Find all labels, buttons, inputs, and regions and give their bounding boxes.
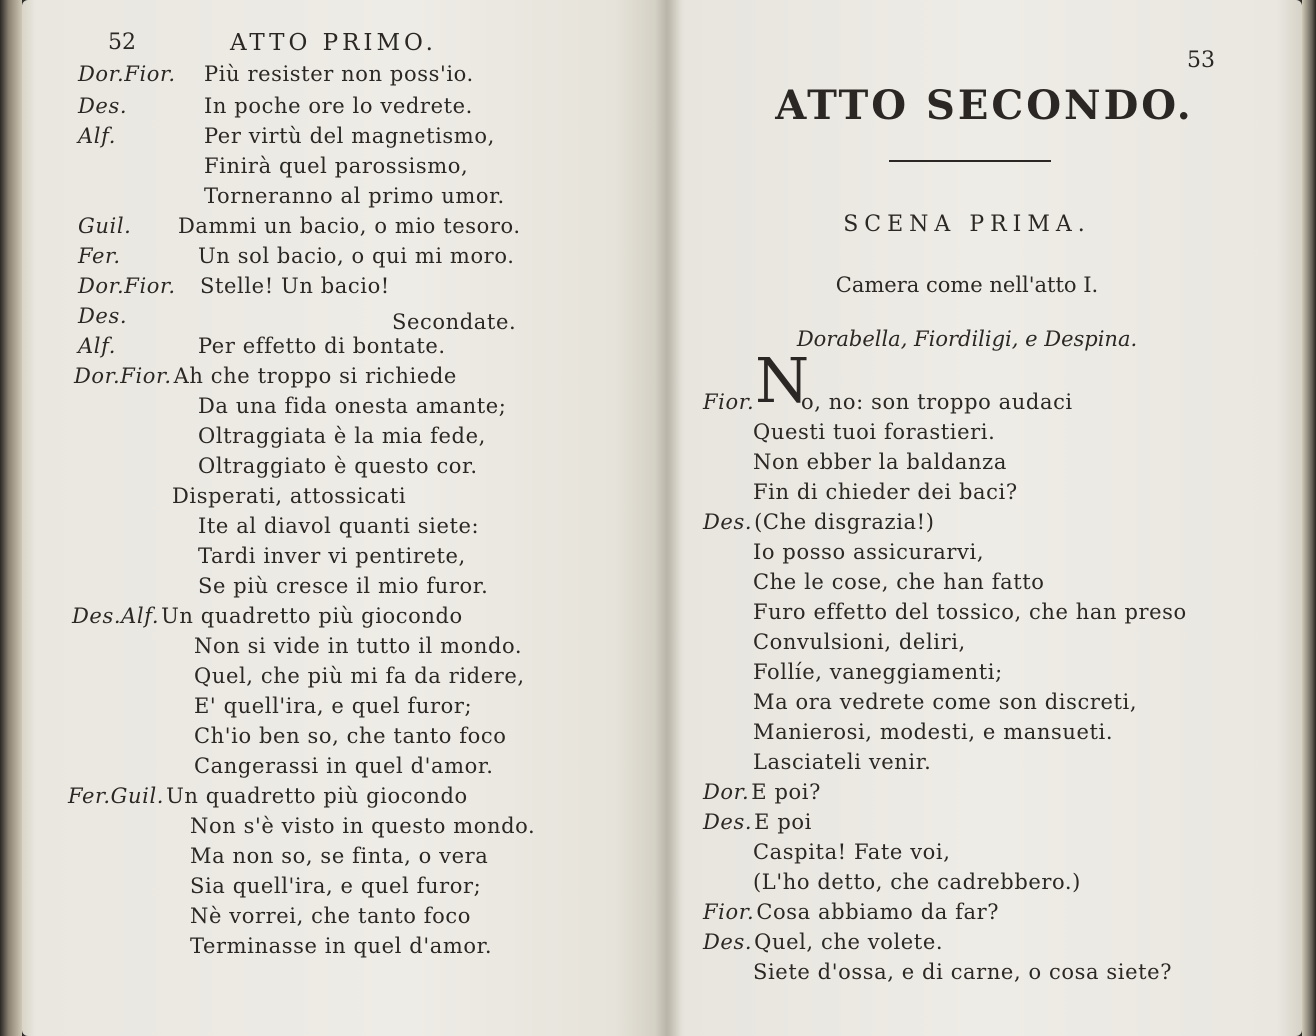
verse-line — [190, 844, 488, 868]
line-text: Che le cose, che han fatto — [753, 570, 1045, 594]
line-text: Furo effetto del tossico, che han preso — [753, 600, 1187, 624]
line-text: Torneranno al primo umor. — [204, 184, 505, 208]
verse-line — [703, 780, 821, 804]
line-text: Secondate. — [392, 310, 517, 334]
speaker-label: Dor.Fior. — [74, 364, 172, 388]
verse-line — [753, 960, 1172, 984]
line-text: Questi tuoi forastieri. — [753, 420, 996, 444]
line-text: E' quell'ira, e quel furor; — [194, 694, 473, 718]
line-text: Dammi un bacio, o mio tesoro. — [178, 214, 521, 238]
line-text: Per virtù del magnetismo, — [204, 124, 495, 148]
line-text: Caspita! Fate voi, — [753, 840, 951, 864]
line-text: Terminasse in quel d'amor. — [190, 934, 493, 958]
speaker-label: Des. — [703, 510, 753, 534]
speaker-label: Alf. — [78, 334, 116, 358]
verse-line — [194, 754, 494, 778]
verse-line — [78, 214, 521, 238]
verse-line — [753, 480, 1018, 504]
speaker-label: Fer.Guil. — [68, 784, 165, 808]
verse-line — [190, 814, 535, 838]
line-text: Cangerassi in quel d'amor. — [194, 754, 494, 778]
verse-line — [198, 544, 466, 568]
line-text: Ah che troppo si richiede — [173, 364, 457, 388]
verse-line — [753, 690, 1137, 714]
verse-line — [753, 570, 1045, 594]
line-text: E poi? — [751, 780, 821, 804]
speaker-label: Des. — [703, 930, 753, 954]
line-text: Un quadretto più giocondo — [161, 604, 463, 628]
line-text: Non si vide in tutto il mondo. — [194, 634, 523, 658]
line-text: Un quadretto più giocondo — [166, 784, 468, 808]
left-page — [22, 0, 667, 1036]
speaker-label: Fior. — [703, 390, 755, 414]
verse-line — [74, 364, 457, 388]
verse-line — [703, 510, 934, 534]
verse-line — [753, 660, 1003, 684]
line-text: Non s'è visto in questo mondo. — [190, 814, 536, 838]
verse-line — [204, 184, 505, 208]
verse-line — [198, 574, 488, 598]
line-text: Non ebber la baldanza — [753, 450, 1007, 474]
verse-line — [753, 840, 951, 864]
verse-line — [78, 334, 446, 358]
speaker-label: Guil. — [78, 214, 132, 238]
verse-line — [392, 310, 516, 334]
speaker-label: Des. — [78, 304, 128, 328]
verse-line — [194, 634, 522, 658]
line-text: Ma non so, se finta, o vera — [190, 844, 489, 868]
line-text: Cosa abbiamo da far? — [756, 900, 1000, 924]
line-text: Stelle! Un bacio! — [200, 274, 390, 298]
verse-line — [78, 244, 515, 268]
verse-line — [194, 724, 507, 748]
line-text: In poche ore lo vedrete. — [204, 94, 473, 118]
speaker-label: Dor. — [703, 780, 750, 804]
verse-line — [753, 870, 1081, 894]
speaker-label: Des. — [703, 810, 753, 834]
line-text: Convulsioni, deliri, — [753, 630, 966, 654]
line-text: Da una fida onesta amante; — [198, 394, 507, 418]
line-text: Quel, che volete. — [754, 930, 944, 954]
verse-line — [198, 424, 486, 448]
line-text: E poi — [754, 810, 812, 834]
page-number: 53 — [1187, 48, 1215, 73]
verse-line — [198, 454, 478, 478]
cast-list: Dorabella, Fiordiligi, e Despina. — [796, 327, 1138, 351]
line-text: Per effetto di bontate. — [198, 334, 446, 358]
speaker-label: Dor.Fior. — [78, 62, 176, 86]
verse-line — [198, 394, 506, 418]
line-text: Ch'io ben so, che tanto foco — [194, 724, 507, 748]
line-text: Oltraggiata è la mia fede, — [198, 424, 486, 448]
right-page — [667, 0, 1302, 1036]
verse-line — [194, 694, 472, 718]
line-text: Se più cresce il mio furor. — [198, 574, 489, 598]
title-rule — [889, 160, 1051, 162]
line-text: Sia quell'ira, e quel furor; — [190, 874, 482, 898]
line-text: (L'ho detto, che cadrebbero.) — [753, 870, 1081, 894]
stage-direction: Camera come nell'atto I. — [835, 273, 1099, 297]
verse-line — [198, 514, 479, 538]
line-text: Siete d'ossa, e di carne, o cosa siete? — [753, 960, 1173, 984]
verse-line — [78, 94, 473, 118]
line-text: Un sol bacio, o qui mi moro. — [198, 244, 515, 268]
verse-line — [753, 450, 1007, 474]
line-text: Ite al diavol quanti siete: — [198, 514, 480, 538]
running-head: ATTO PRIMO. — [230, 30, 437, 56]
verse-line — [68, 784, 468, 808]
speaker-label: Alf. — [78, 124, 116, 148]
line-text: Oltraggiato è questo cor. — [198, 454, 478, 478]
book-edge-left — [0, 0, 22, 1036]
line-text: o, no: son troppo audaci — [801, 390, 1073, 414]
verse-line — [72, 604, 463, 628]
line-text: Fin di chieder dei baci? — [753, 480, 1018, 504]
line-text: Nè vorrei, che tanto foco — [190, 904, 472, 928]
verse-line — [78, 304, 129, 328]
verse-line — [753, 420, 995, 444]
scene-title: SCENA PRIMA. — [843, 212, 1091, 237]
speaker-label: Dor.Fior. — [78, 274, 176, 298]
verse-line — [78, 62, 474, 86]
verse-line — [194, 664, 525, 688]
verse-line — [78, 124, 495, 148]
line-text: Lasciateli venir. — [753, 750, 932, 774]
verse-line — [753, 750, 931, 774]
verse-line — [78, 274, 390, 298]
speaker-label: Des. — [78, 94, 128, 118]
book-edge-right — [1302, 0, 1316, 1036]
verse-line — [204, 154, 468, 178]
verse-line — [753, 720, 1113, 744]
line-text: Io posso assicurarvi, — [753, 540, 985, 564]
page-number: 52 — [108, 30, 136, 55]
verse-line — [190, 904, 471, 928]
verse-line — [190, 934, 492, 958]
verse-line — [753, 540, 984, 564]
line-text: Quel, che più mi fa da ridere, — [194, 664, 525, 688]
line-text: Disperati, attossicati — [172, 484, 407, 508]
line-text: Manierosi, modesti, e mansueti. — [753, 720, 1114, 744]
verse-line — [172, 484, 406, 508]
line-text: Ma ora vedrete come son discreti, — [753, 690, 1138, 714]
line-text: Finirà quel parossismo, — [204, 154, 469, 178]
speaker-label: Des.Alf. — [72, 604, 160, 628]
verse-line — [753, 630, 966, 654]
speaker-label: Fior. — [703, 900, 755, 924]
act-title: ATTO SECONDO. — [775, 82, 1194, 129]
line-text: Più resister non poss'io. — [204, 62, 474, 86]
verse-line — [703, 900, 999, 924]
speaker-label: Fer. — [78, 244, 121, 268]
line-text: Tardi inver vi pentirete, — [198, 544, 466, 568]
drop-cap: N — [755, 344, 810, 417]
verse-line — [190, 874, 481, 898]
verse-line — [753, 600, 1187, 624]
line-text: (Che disgrazia!) — [754, 510, 935, 534]
verse-line — [703, 930, 943, 954]
line-text: Follíe, vaneggiamenti; — [753, 660, 1003, 684]
verse-line — [703, 810, 812, 834]
verse-line — [703, 390, 1073, 414]
